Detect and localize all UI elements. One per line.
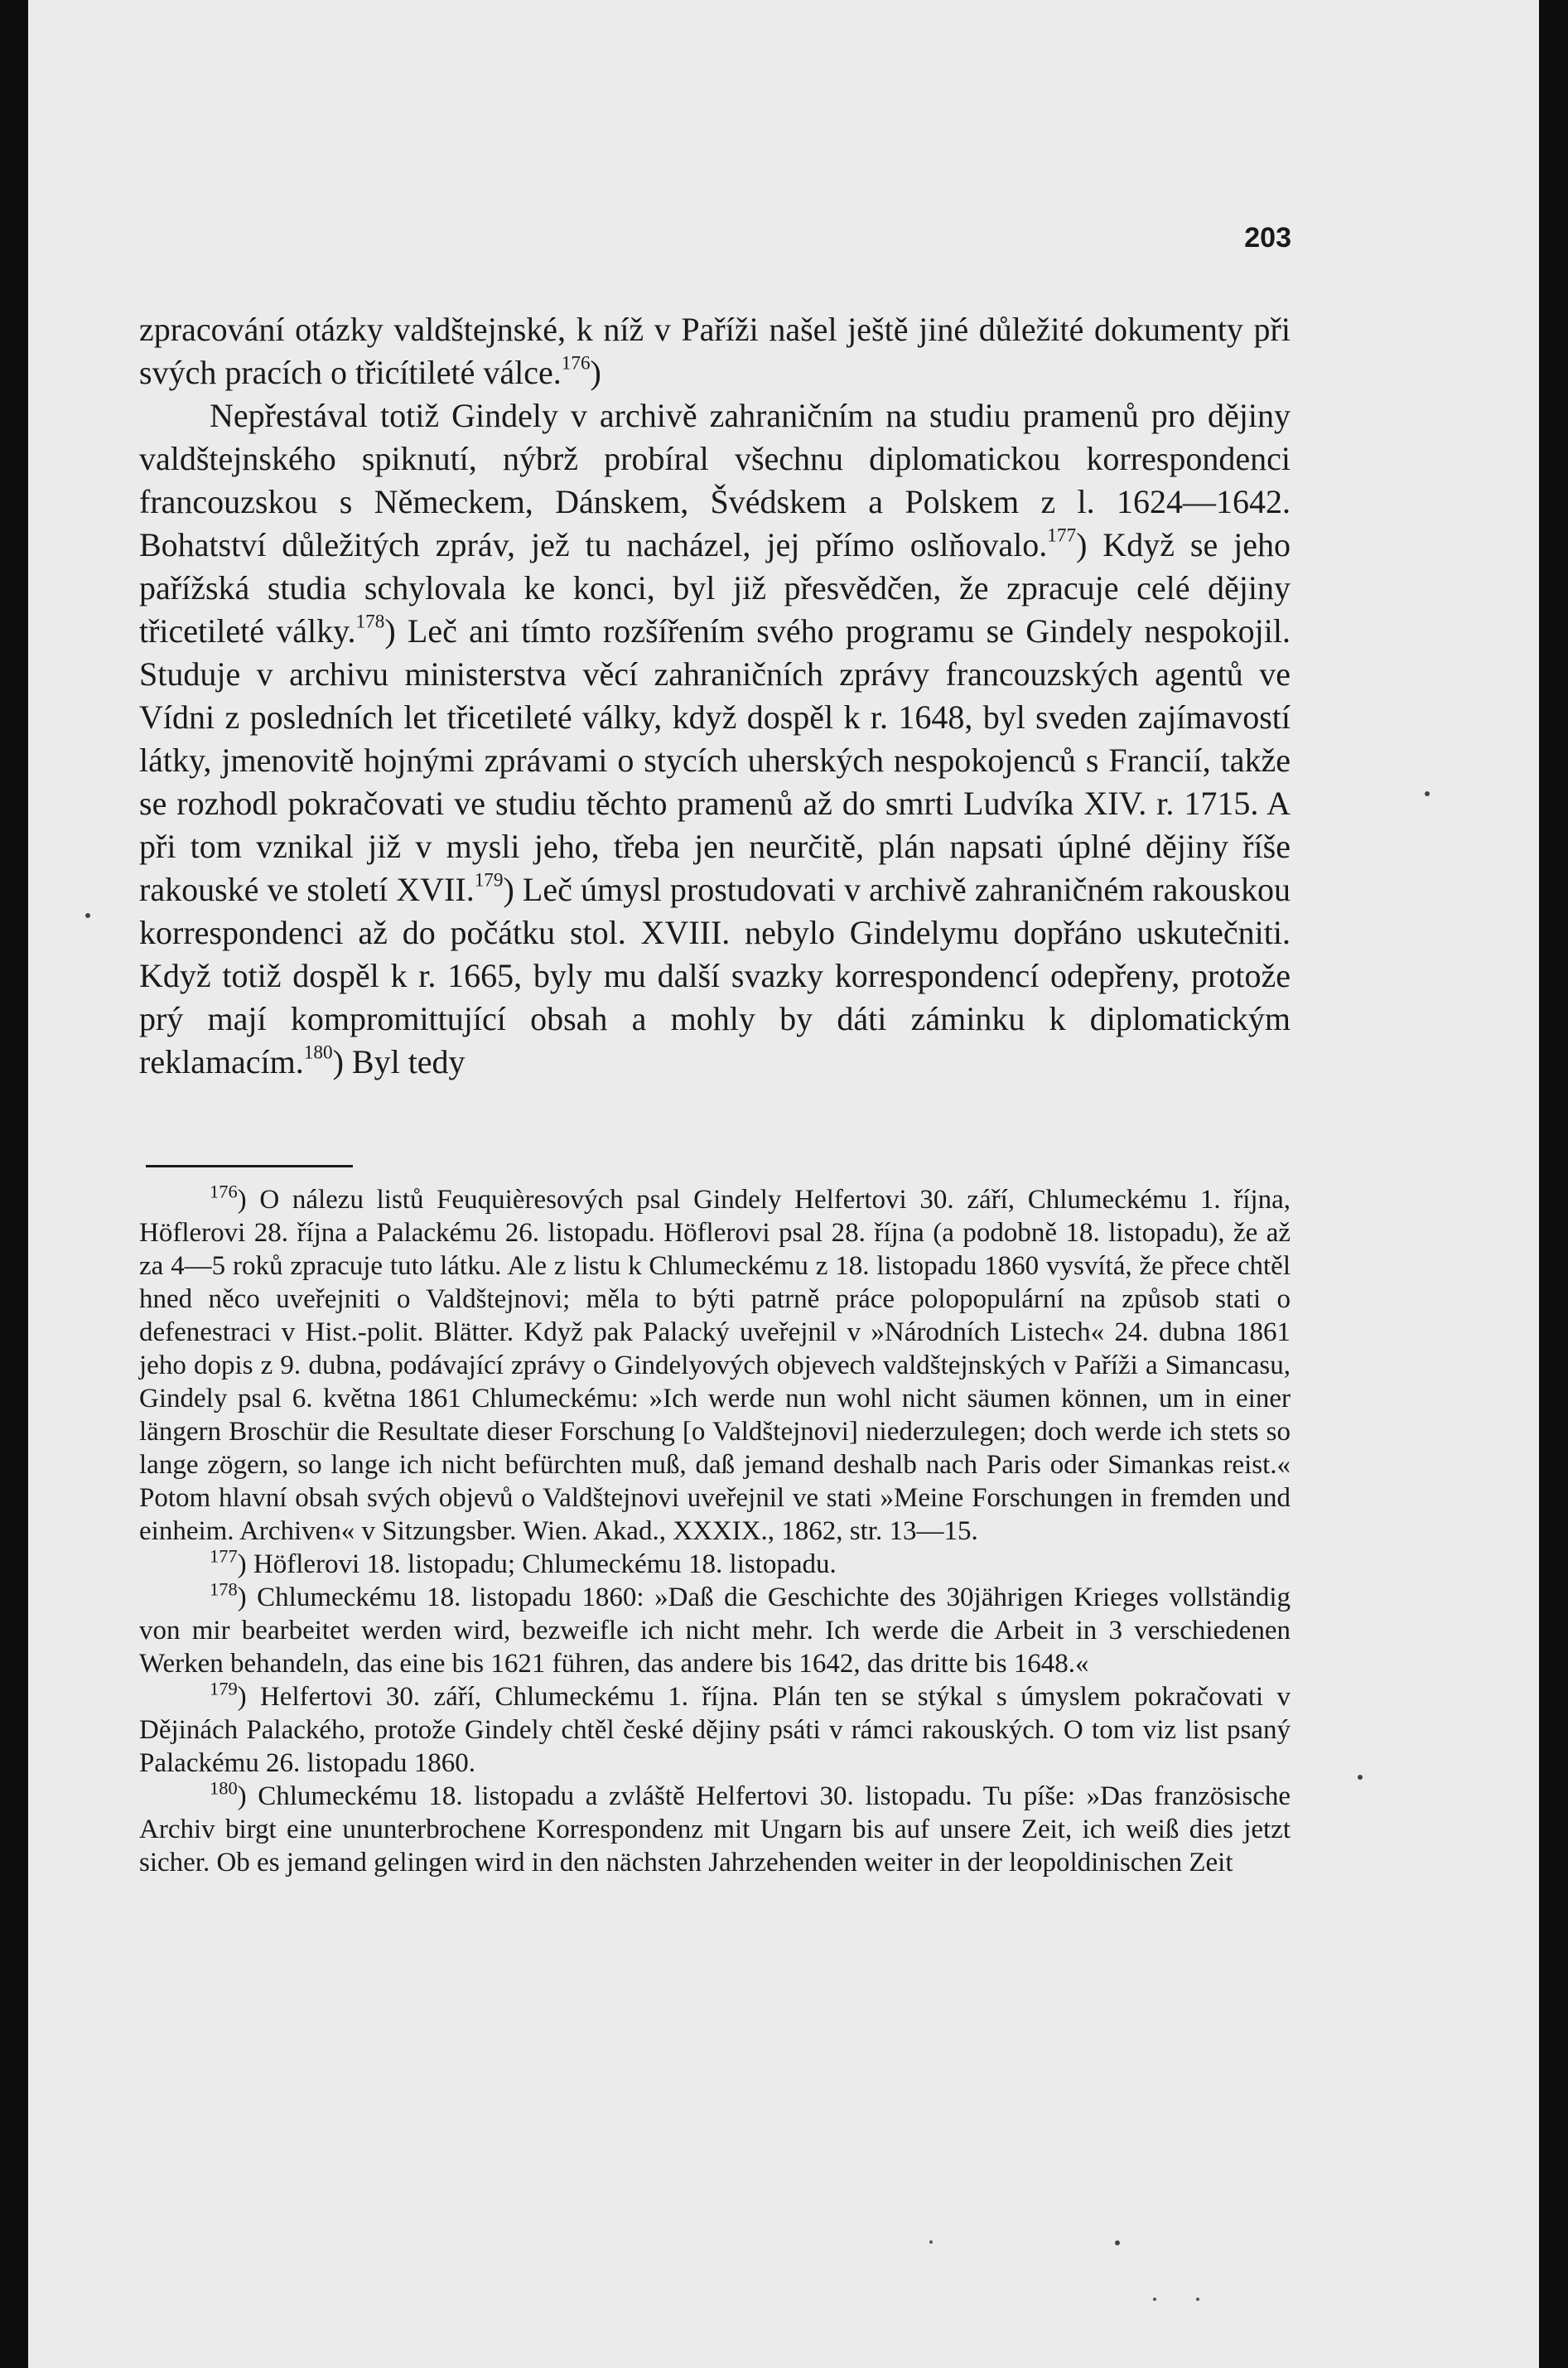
- footnote-number: 179: [210, 1678, 238, 1699]
- footnotes: [139, 1183, 1291, 1879]
- paragraph-2-text-4: ) Leč úmysl prostudovati v archivě zahraničném rakouskou korrespondenci až do počátku stol. XVIII. nebylo Gindelymu dopřáno uskutečniti. Když totiž dospěl k r. 1665, byly mu další svazky korrespondencí odepřeny, protože prý mají kompromittující obsah a mohly by dáti záminku k diplomatickým reklamacím.: [139, 871, 1291, 1080]
- footnote-177: [139, 1545, 1291, 1581]
- footnote-176: [139, 1183, 1291, 1548]
- paragraph-1: [139, 308, 1291, 394]
- footnote-178: [139, 1578, 1291, 1680]
- footnote-separator: [146, 1165, 353, 1167]
- footnote-ref-179: 179: [474, 869, 504, 892]
- footnote-ref-178: 178: [355, 611, 385, 633]
- footnote-179: [139, 1680, 1291, 1780]
- footnote-number: 180: [210, 1777, 238, 1799]
- scan-speck: [1153, 2298, 1156, 2301]
- paragraph-2-text-3: ) Leč ani tímto rozšířením svého programu se Gindely nespokojil. Studuje v archivu ministerstva věcí zahraničních zprávy francouzských agentů ve Vídni z posledních let třicetileté války, když dospěl k r. 1648, byl sveden zajímavostí látky, jmenovitě hojnými zprávami o stycích uherských nespokojenců s Francií, takže se rozhodl pokračovati ve studiu těchto pramenů až do smrti Ludvíka XIV. r. 1715. A při tom vznikal již v mysli jeho, třeba jen neurčitě, plán napsati úplné dějiny říše rakouské ve století XVII.: [139, 612, 1291, 908]
- scan-speck: [1425, 791, 1430, 796]
- footnote-ref-176: 176: [561, 352, 591, 375]
- footnote-ref-177: 177: [1047, 524, 1077, 547]
- footnote-ref-180: 180: [303, 1041, 333, 1064]
- page-number: 203: [1244, 222, 1291, 254]
- footnote-text: ) Chlumeckému 18. listopadu a zvláště Helfertovi 30. listopadu. Tu píše: »Das französische Archiv birgt eine ununterbrochene Korrespondenz mit Ungarn bis auf unsere Zeit, ich weiß dies jetzt sicher. Ob es jemand gelingen wird in den nächsten Jahrzehenden weiter in der leopoldinischen Zeit: [139, 1781, 1291, 1877]
- paragraph-2: [139, 394, 1291, 1084]
- footnote-text: ) Höflerovi 18. listopadu; Chlumeckému 18. listopadu.: [237, 1549, 837, 1579]
- scan-speck: [1115, 2240, 1120, 2245]
- paragraph-1-text-1: zpracování otázky valdštejnské, k níž v Paříži našel ještě jiné důležité dokumenty při svých pracích o třicítileté válce.: [139, 311, 1291, 391]
- footnote-number: 178: [210, 1578, 238, 1600]
- scan-speck: [85, 913, 90, 918]
- scan-speck: [1196, 2298, 1199, 2301]
- footnote-text: ) Helfertovi 30. září, Chlumeckému 1. října. Plán ten se stýkal s úmyslem pokračovati v Dějinách Palackého, protože Gindely chtěl české dějiny psáti v rámci rakouských. O tom viz list psaný Palackému 26. listopadu 1860.: [139, 1682, 1291, 1778]
- footnote-number: 177: [210, 1545, 238, 1567]
- book-page: [28, 0, 1539, 2368]
- paragraph-1-text-2: ): [590, 354, 601, 391]
- footnote-number: 176: [210, 1181, 238, 1202]
- footnote-text: ) O nálezu listů Feuquièresových psal Gindely Helfertovi 30. září, Chlumeckému 1. října, Höflerovi 28. října a Palackému 26. listopadu. Höflerovi psal 28. října (a podobně 18. listopadu), že až za 4—5 roků zpracuje tuto látku. Ale z listu k Chlumeckému z 18. listopadu 1860 vysvítá, že přece chtěl hned něco uveřejniti o Valdštejnovi; měla to býti patrně práce polopopulární na způsob stati o defenestraci v Hist.-polit. Blätter. Když pak Palacký uveřejnil v »Národních Listech« 24. dubna 1861 jeho dopis z 9. dubna, podávající zprávy o Gindelyových objevech valdštejnských v Paříži a Simancasu, Gindely psal 6. května 1861 Chlumeckému: »Ich werde nun wohl nicht säumen können, um in einer längern Broschür die Resultate dieser Forschung [o Valdštejnovi] niederzulegen; doch werde ich stets so lange zögern, so lange ich nicht befürchten muß, daß jemand deshalb nach Paris oder Simankas reist.« Potom hlavní obsah svých objevů o Valdštejnovi uveřejnil ve stati »Meine Forschungen in fremden und einheim. Archiven« v Sitzungsber. Wien. Akad., XXXIX., 1862, str. 13—15.: [139, 1185, 1291, 1546]
- footnote-180: [139, 1777, 1291, 1879]
- paragraph-2-text-1: Nepřestával totiž Gindely v archivě zahraničním na studiu pramenů pro dějiny valdštejnského spiknutí, nýbrž probíral všechnu diplomatickou korrespondenci francouzskou s Německem, Dánskem, Švédskem a Polskem z l. 1624—1642. Bohatství důležitých zpráv, jež tu nacházel, jej přímo oslňovalo.: [139, 397, 1291, 563]
- scan-speck: [1358, 1775, 1363, 1780]
- paragraph-2-text-2: ) Když se jeho pařížská studia schylovala ke konci, byl již přesvědčen, že zpracuje celé dějiny třicetileté války.: [139, 526, 1291, 650]
- scan-speck: [929, 2240, 933, 2244]
- footnote-text: ) Chlumeckému 18. listopadu 1860: »Daß die Geschichte des 30jährigen Krieges vollständig von mir bearbeitet werden wird, bezweifle ich nicht mehr. Ich werde die Arbeit in 3 verschiedenen Werken behandeln, das eine bis 1621 führen, das andere bis 1642, das dritte bis 1648.«: [139, 1583, 1291, 1679]
- body-text: [139, 308, 1291, 1084]
- paragraph-2-text-5: ) Byl tedy: [332, 1043, 466, 1080]
